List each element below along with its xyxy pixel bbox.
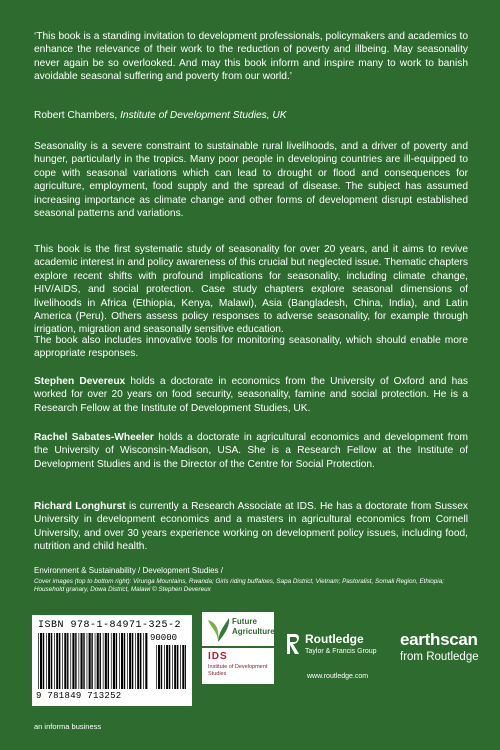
author-name: Rachel Sabates-Wheeler [34, 432, 154, 443]
barcode-stripe [48, 633, 50, 689]
barcode-stripe [140, 633, 141, 689]
author-bio-text: holds a doctorate in economics from the University of Oxford and has worked for over 20 years on food security, seasonality, famine and social protection. He is a Research Fellow at the Institute of Development Studies, UK. [34, 376, 468, 414]
barcode-stripe [67, 633, 68, 689]
barcode-stripe [182, 645, 184, 689]
quote-affiliation: Institute of Development Studies, UK [120, 110, 287, 121]
ean-digits: 9 781849 713252 [36, 691, 122, 701]
barcode-stripe [43, 633, 44, 689]
routledge-r-icon [285, 632, 301, 656]
future-agricultures-logo [202, 612, 280, 646]
author-bio-text: is currently a Research Associate at IDS. He has a doctorate from Sussex University in development economics and a masters in agricultural economics from Cornell University, and over 30 years experience working on development policy issues, including food, nutrition and child health. [34, 501, 468, 553]
barcode-stripe [113, 633, 115, 689]
barcode-stripe [105, 633, 107, 689]
barcode-stripe [156, 645, 157, 689]
barcode-stripe [111, 633, 112, 689]
barcode-stripe [95, 633, 96, 689]
cover-image-credits: Cover images (top to bottom right): Virunga Mountains, Rwanda; Girls riding buffaloes, Sapa District, Vietnam; Pastoralist, Somali Region, Ethiopia; Household granary, Dowa District, Malawi © Stephen Devereux [34, 578, 444, 593]
barcode-stripe [38, 633, 39, 689]
author-bio [34, 431, 468, 471]
barcode-stripe [185, 645, 186, 689]
informa-tagline: an informa business [34, 722, 102, 731]
barcode-stripe [145, 633, 147, 689]
barcode-stripe [97, 633, 99, 689]
future-agricultures-text: Future Agricultures [232, 617, 280, 636]
barcode-bars [38, 633, 148, 689]
quote-attribution [34, 109, 468, 122]
barcode-stripe [75, 633, 76, 689]
earthscan-name: earthscan [400, 630, 478, 649]
barcode-stripe [121, 633, 123, 689]
barcode-stripe [135, 633, 136, 689]
description-paragraph: Seasonality is a severe constraint to sustainable rural livelihoods, and a driver of poverty and hunger, particularly in the tropics. Many poor people in developing countries are ill-equipped to cope with seasonal variations which can lead to drought or flood and consequences for agriculture, employment, food supply and the spread of disease. The subject has assumed increasing importance as climate change and other forms of development disrupt established seasonal patterns and variations. [34, 141, 468, 220]
subject-categories: Environment & Sustainability / Development Studies / [34, 566, 223, 575]
barcode-stripe [158, 645, 160, 689]
routledge-subtitle: Taylor & Francis Group [305, 648, 377, 655]
price-addon-number: 90000 [150, 633, 178, 643]
routledge-name: Routledge [305, 632, 364, 646]
barcode-stripe [72, 633, 74, 689]
barcode-stripe [54, 633, 55, 689]
ids-logo [202, 648, 274, 684]
barcode-stripe [108, 633, 109, 689]
author-bio-text: holds a doctorate in agricultural economics and development from the University of Wisconsin-Madison, USA. She is a Research Fellow at the Institute of Development Studies and is the Director of the Centre for Social Protection. [34, 432, 468, 470]
barcode-stripe [119, 633, 120, 689]
isbn-number: ISBN 978-1-84971-325-2 [38, 620, 182, 631]
barcode-stripe [46, 633, 47, 689]
description-paragraph: The book also includes innovative tools for monitoring seasonality, which should enable more appropriate responses. [34, 335, 468, 360]
author-bio [34, 500, 468, 554]
barcode-stripe [177, 645, 178, 689]
barcode-stripe [81, 633, 83, 689]
author-name: Stephen Devereux [34, 376, 126, 387]
addon-barcode-bars [156, 645, 186, 689]
author-bio [34, 375, 468, 415]
barcode-stripe [79, 633, 80, 689]
description-paragraph: This book is the first systematic study of seasonality for over 20 years, and it aims to revive academic interest in and policy awareness of this crucial but neglected issue. Thematic chapters explore recent shifts with profound implications for seasonality, including climate change, HIV/AIDS, and social protection. Case study chapters explore seasonal dimensions of livelihoods in Africa (Ethiopia, Kenya, Malawi), Asia (Bangladesh, China, India), and Latin America (Peru). Others assess policy responses to adverse seasonality, for example through irrigation, migration and seasonally sensitive education. [34, 244, 468, 336]
quote-author: Robert Chambers, [34, 110, 118, 121]
barcode-stripe [89, 633, 91, 689]
earthscan-logo [400, 630, 479, 663]
endorsement-quote: ‘This book is a standing invitation to development professionals, policymakers and academics to enhance the relevance of their work to the reduction of poverty and illbeing. May seasonality never again be so overlooked. And may this book inform and inspire many to work to banish avoidable seasonal suffering and poverty from our world.’ [34, 31, 468, 83]
barcode-stripe [103, 633, 104, 689]
barcode-stripe [87, 633, 88, 689]
barcode-stripe [116, 633, 117, 689]
barcode-stripe [100, 633, 101, 689]
routledge-url: www.routledge.com [307, 673, 369, 680]
leaf-icon [205, 614, 231, 644]
barcode-stripe [70, 633, 71, 689]
ids-name: Institute of Development Studies [208, 664, 268, 677]
barcode-stripe [64, 633, 66, 689]
barcode-stripe [91, 633, 92, 689]
earthscan-subtitle: from Routledge [400, 651, 479, 663]
barcode-stripe [124, 633, 125, 689]
barcode-stripe [169, 645, 170, 689]
barcode-stripe [143, 633, 144, 689]
barcode-stripe [51, 633, 52, 689]
barcode-stripe [40, 633, 42, 689]
barcode-stripe [127, 633, 128, 689]
barcode-stripe [132, 633, 133, 689]
author-name: Richard Longhurst [34, 501, 126, 512]
barcode-stripe [129, 633, 131, 689]
isbn-barcode [32, 615, 192, 706]
barcode-stripe [164, 645, 165, 689]
barcode-stripe [137, 633, 139, 689]
barcode-stripe [172, 645, 173, 689]
ids-mark: IDS [208, 651, 228, 662]
barcode-stripe [161, 645, 162, 689]
barcode-stripe [174, 645, 176, 689]
barcode-stripe [83, 633, 84, 689]
barcode-stripe [180, 645, 181, 689]
barcode-stripe [59, 633, 60, 689]
barcode-stripe [62, 633, 63, 689]
barcode-stripe [166, 645, 168, 689]
barcode-stripe [56, 633, 58, 689]
